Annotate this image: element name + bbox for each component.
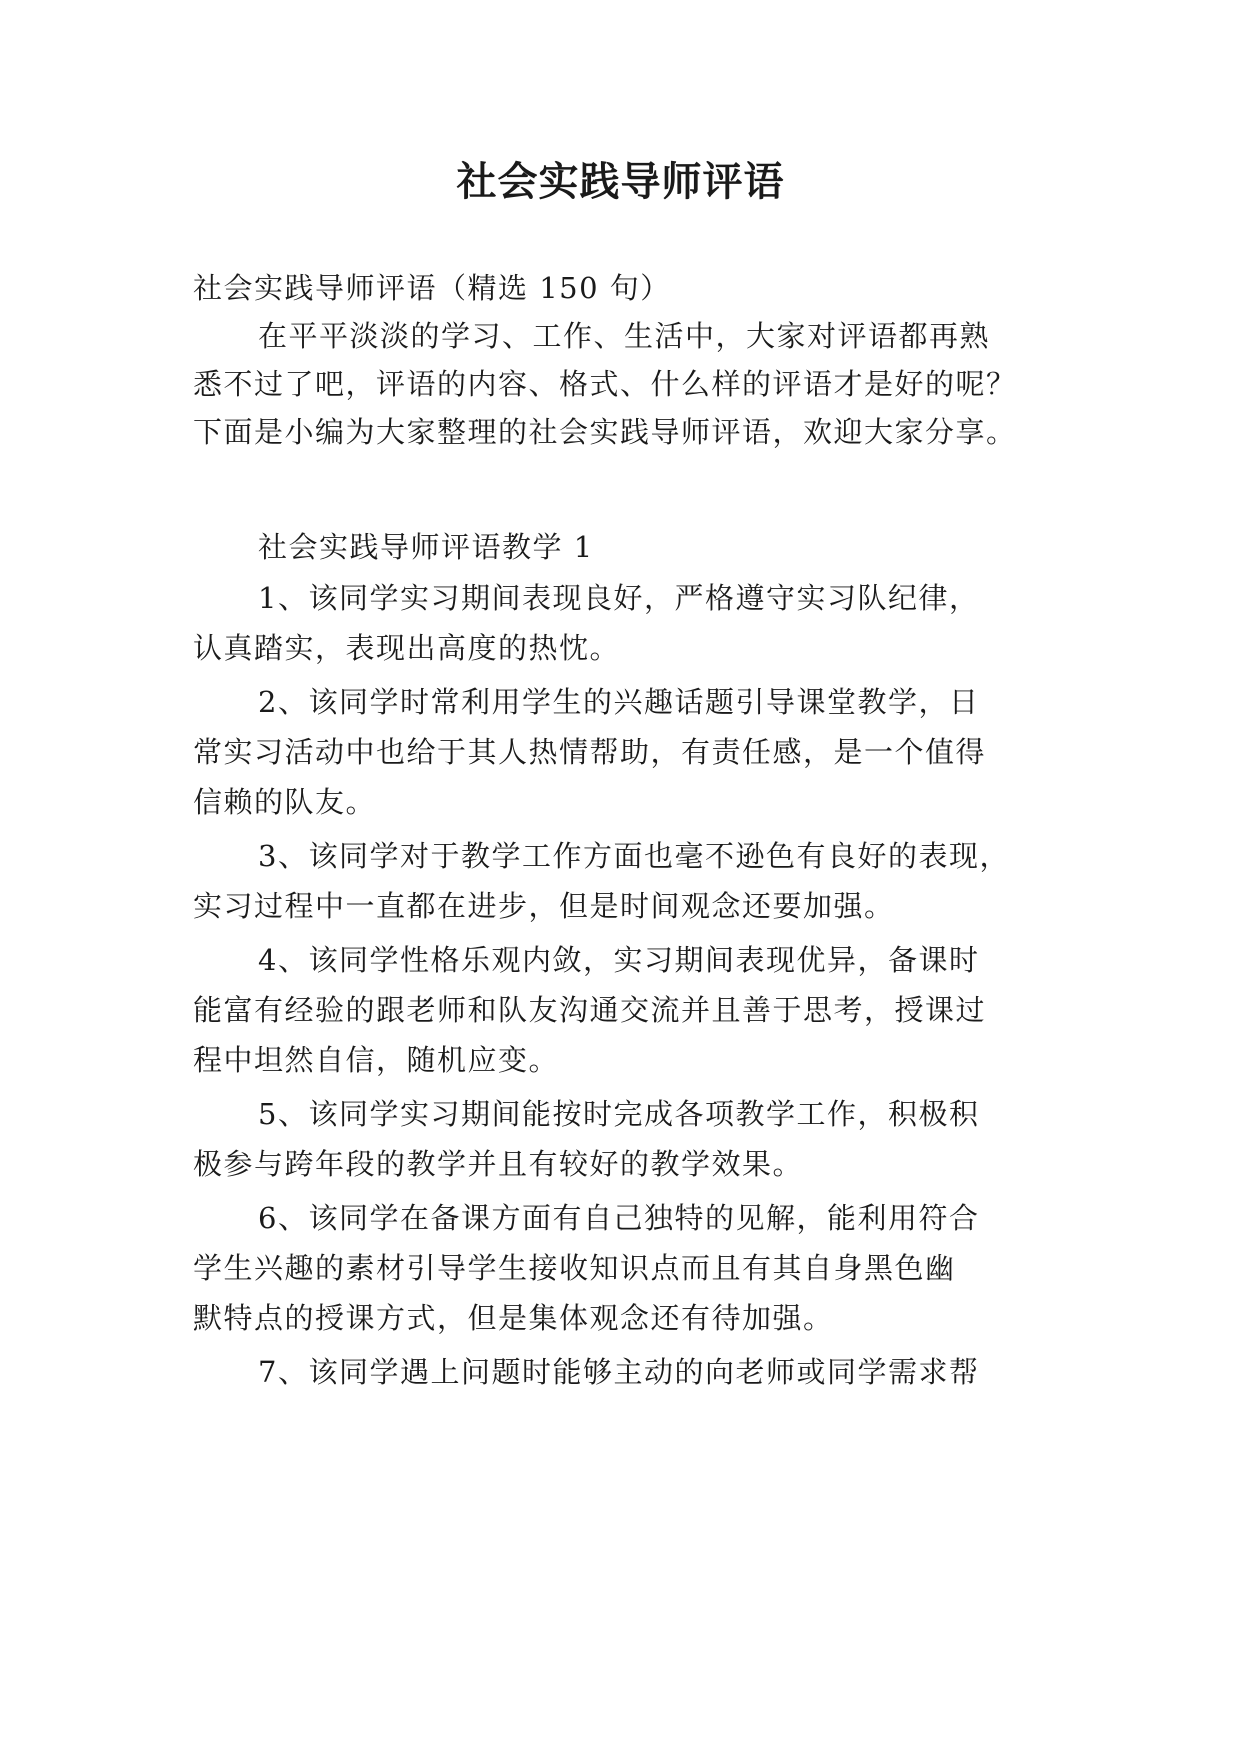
item-line: 极参与跨年段的教学并且有较好的教学效果。 [193, 1147, 804, 1181]
section-heading: 社会实践导师评语教学 1 [258, 530, 594, 564]
intro-line: 悉不过了吧，评语的内容、格式、什么样的评语才是好的呢？ [193, 367, 1017, 401]
item-line: 5、该同学实习期间能按时完成各项教学工作，积极积 [258, 1097, 980, 1131]
document-subtitle: 社会实践导师评语（精选 150 句） [193, 271, 671, 305]
item-line: 6、该同学在备课方面有自己独特的见解，能利用符合 [258, 1201, 980, 1235]
intro-line: 下面是小编为大家整理的社会实践导师评语，欢迎大家分享。 [193, 415, 1017, 449]
item-line: 程中坦然自信，随机应变。 [193, 1043, 560, 1077]
item-line: 1、该同学实习期间表现良好，严格遵守实习队纪律， [258, 581, 980, 615]
item-line: 7、该同学遇上问题时能够主动的向老师或同学需求帮 [258, 1355, 980, 1389]
item-line: 2、该同学时常利用学生的兴趣话题引导课堂教学，日 [258, 685, 980, 719]
document-title: 社会实践导师评语 [456, 158, 785, 205]
item-line: 3、该同学对于教学工作方面也毫不逊色有良好的表现， [258, 839, 1010, 873]
item-line: 能富有经验的跟老师和队友沟通交流并且善于思考，授课过 [193, 993, 987, 1027]
item-line: 常实习活动中也给于其人热情帮助，有责任感，是一个值得 [193, 735, 987, 769]
item-line: 实习过程中一直都在进步，但是时间观念还要加强。 [193, 889, 895, 923]
intro-line: 在平平淡淡的学习、工作、生活中，大家对评语都再熟 [258, 319, 991, 353]
item-line: 学生兴趣的素材引导学生接收知识点而且有其自身黑色幽 [193, 1251, 956, 1285]
item-line: 4、该同学性格乐观内敛，实习期间表现优异，备课时 [258, 943, 980, 977]
item-line: 默特点的授课方式，但是集体观念还有待加强。 [193, 1301, 834, 1335]
item-line: 信赖的队友。 [193, 785, 377, 819]
item-line: 认真踏实，表现出高度的热忱。 [193, 631, 621, 665]
